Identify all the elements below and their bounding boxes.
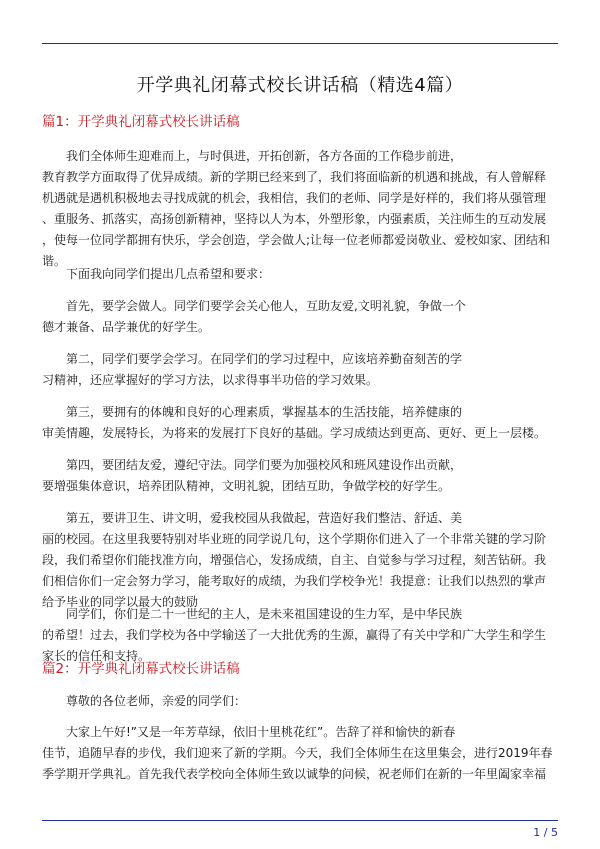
section-heading-2: 篇2：开学典礼闭幕式校长讲话稿 xyxy=(42,661,240,677)
paragraph: 第五，要讲卫生、讲文明，爱我校园从我做起，营造好我们整洁、舒适、美 丽的校园。在这里我要特别对毕业班的同学说几句，这个学期你们进入了一个非常关键的学习阶 段，我们希望你们能找准方向，增强信心，发扬成绩，自主、自觉参与学习过程，刻苦钻研。我 们相信你们一定会努力学习，能考取好的成绩，为我们学校争光！我提意：让我们以热烈的掌声 给予毕业的同学以最大的鼓励 xyxy=(42,511,547,609)
section-heading-1: 篇1：开学典礼闭幕式校长讲话稿 xyxy=(42,114,240,130)
paragraph: 第四，要团结友爱，遵纪守法。同学们要为加强校风和班风建设作出贡献， 要增强集体意识，培养团队精神，文明礼貌，团结互助，争做学校的好学生。 xyxy=(42,458,463,493)
paragraph: 下面我向同学们提出几点希望和要求： xyxy=(42,267,271,281)
paragraph: 第三，要拥有的体魄和良好的心理素质，掌握基本的生活技能，培养健康的 审美情趣，发展特长，为将来的发展打下良好的基础。学习成绩达到更高、更好、更上一层楼。 xyxy=(42,405,547,440)
paragraph: 大家上午好!”又是一年芳草绿，依旧十里桃花红”。告辞了祥和愉快的新春 佳节，追随早春的步伐，我们迎来了新的学期。今天，我们全体师生在这里集会，进行2019年春 季学期开学典礼。首先我代表学校向全体师生致以诚挚的问候，祝老师们在新的一年里阖家幸福 xyxy=(42,725,553,781)
paragraph: 尊敬的各位老师，亲爱的同学们： xyxy=(42,694,247,708)
page-number: 1 / 5 xyxy=(533,826,558,839)
paragraph: 第二，同学们要学会学习。在同学们的学习过程中，应该培养勤奋刻苦的学 习精神，还应掌握好的学习方法，以求得事半功倍的学习效果。 xyxy=(42,352,463,387)
paragraph: 我们全体师生迎难而上，与时俱进，开拓创新，各方各面的工作稳步前进， 教育教学方面取得了优异成绩。新的学期已经来到了，我们将面临新的机遇和挑战，有人曾解释 机遇就是遇机积极地去寻找成就的机会，我相信，我们的老师、同学是好样的，我们将从强管理 、重服务、抓落实，高扬创新精神，坚持以人为本，外塑形象，内强素质，关注师生的互动发展 ，使每一位同学都拥有快乐，学会创造，学会做人;让每一位老师都爱岗敬业、爱校如家、团结和 谐。 xyxy=(42,149,551,268)
paragraph: 同学们，你们是二十一世纪的主人，是未来祖国建设的生力军，是中华民族 的希望！过去，我们学校为各中学输送了一大批优秀的生源，赢得了有关中学和广大学生和学生 家长的信任和支持。 xyxy=(42,607,547,663)
header-rule xyxy=(42,43,558,44)
document-title: 开学典礼闭幕式校长讲话稿（精选4篇） xyxy=(136,75,464,96)
footer-rule xyxy=(42,820,558,821)
paragraph: 首先，要学会做人。同学们要学会关心他人，互助友爱,文明礼貌，争做一个 德才兼备、品学兼优的好学生。 xyxy=(42,299,466,334)
